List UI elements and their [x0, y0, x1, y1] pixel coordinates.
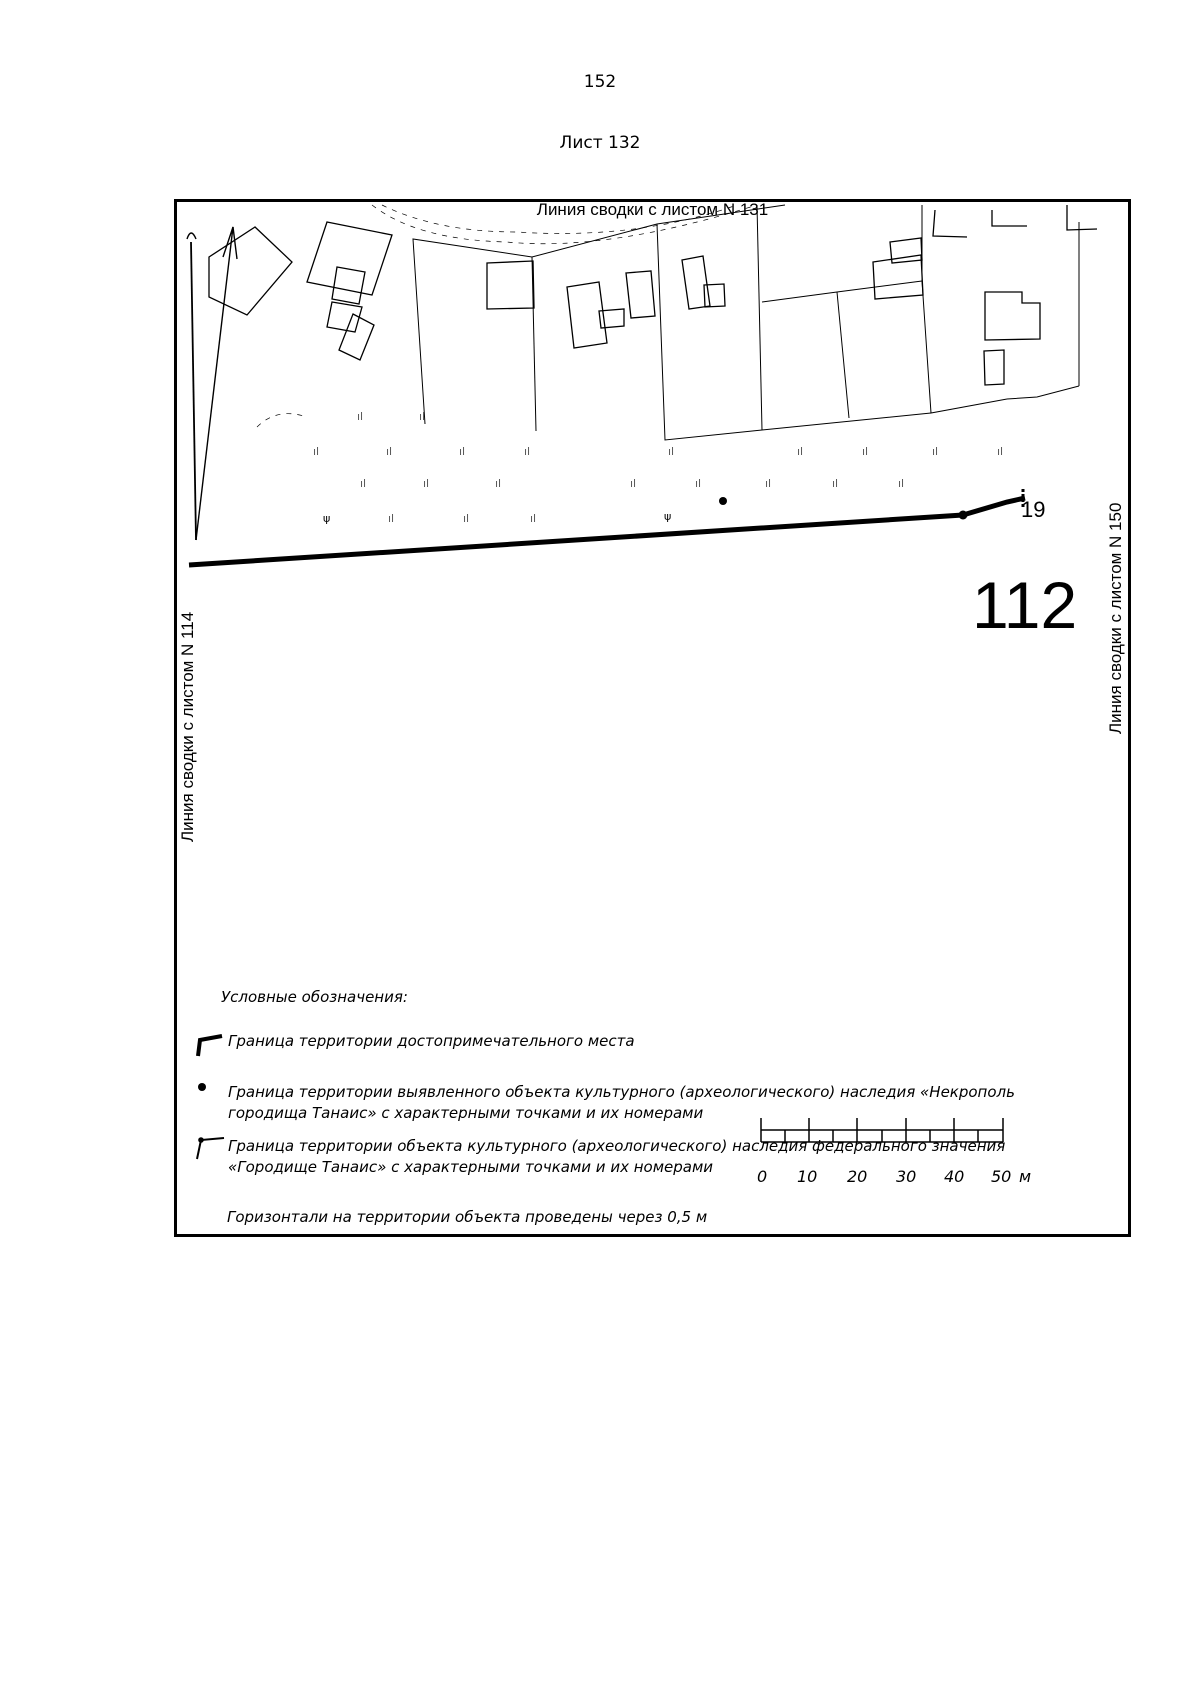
svg-text:ıl: ıl — [862, 445, 869, 458]
scale-label: 20 — [847, 1167, 868, 1186]
thick-boundary-hook-icon — [190, 1030, 226, 1058]
map-frame — [174, 199, 1131, 1237]
sheet-title: Лист 132 — [559, 133, 641, 153]
svg-text:ıl: ıl — [360, 477, 367, 490]
scale-label: 40 — [944, 1167, 965, 1186]
page-number: 152 — [583, 72, 617, 92]
svg-text:ıl: ıl — [524, 445, 531, 458]
svg-text:ıl: ıl — [530, 512, 537, 525]
svg-text:ıl: ıl — [997, 445, 1004, 458]
svg-text:ψ: ψ — [664, 510, 672, 523]
svg-text:ıl: ıl — [459, 445, 466, 458]
svg-text:ıl: ıl — [668, 445, 675, 458]
svg-text:ıl: ıl — [898, 477, 905, 490]
svg-text:ıl: ıl — [388, 512, 395, 525]
scale-label: 30 — [896, 1167, 917, 1186]
match-line-left-label: Линия сводки с листом N 114 — [178, 611, 197, 842]
svg-text:ıl: ıl — [695, 477, 702, 490]
svg-text:ıl: ıl — [386, 445, 393, 458]
scale-label: 0 — [757, 1167, 768, 1186]
svg-text:ıl: ıl — [765, 477, 772, 490]
thin-boundary-hook-icon — [192, 1133, 228, 1161]
legend — [177, 202, 1128, 1234]
svg-text:ıl: ıl — [797, 445, 804, 458]
scale-unit: м — [1019, 1167, 1032, 1186]
legend-item-label: Граница территории достопримечательного места — [228, 1032, 635, 1050]
legend-item-label: Граница территории выявленного объекта культурного (археологического) наследия «Некрополь городища Танаис» с характерными точками и их номерами — [228, 1083, 1015, 1122]
scale-label: 50 — [991, 1167, 1012, 1186]
svg-text:ıl: ıl — [357, 410, 364, 423]
svg-text:ıl: ıl — [832, 477, 839, 490]
svg-text:ψ: ψ — [323, 512, 331, 525]
svg-text:ıl: ıl — [495, 477, 502, 490]
svg-text:ıl: ıl — [419, 410, 426, 423]
svg-text:ıl: ıl — [423, 477, 430, 490]
area-number-label: 112 — [972, 568, 1078, 642]
match-line-top-label: Линия сводки с листом N 131 — [536, 200, 769, 219]
svg-text:ıl: ıl — [630, 477, 637, 490]
filled-dot-icon — [195, 1080, 209, 1094]
svg-text:ıl: ıl — [463, 512, 470, 525]
legend-item-label: Граница территории объекта культурного (археологического) наследия федерального значения «Городище Танаис» с характерными точками и их номерами — [228, 1137, 1006, 1176]
svg-text:ıl: ıl — [932, 445, 939, 458]
match-line-right-label: Линия сводки с листом N 150 — [1106, 502, 1125, 734]
point-number-label: 19 — [1021, 497, 1046, 522]
svg-text:ıl: ıl — [313, 445, 320, 458]
legend-title: Условные обозначения: — [221, 988, 408, 1006]
scale-label: 10 — [797, 1167, 818, 1186]
contour-interval-note: Горизонтали на территории объекта проведены через 0,5 м — [227, 1208, 708, 1226]
